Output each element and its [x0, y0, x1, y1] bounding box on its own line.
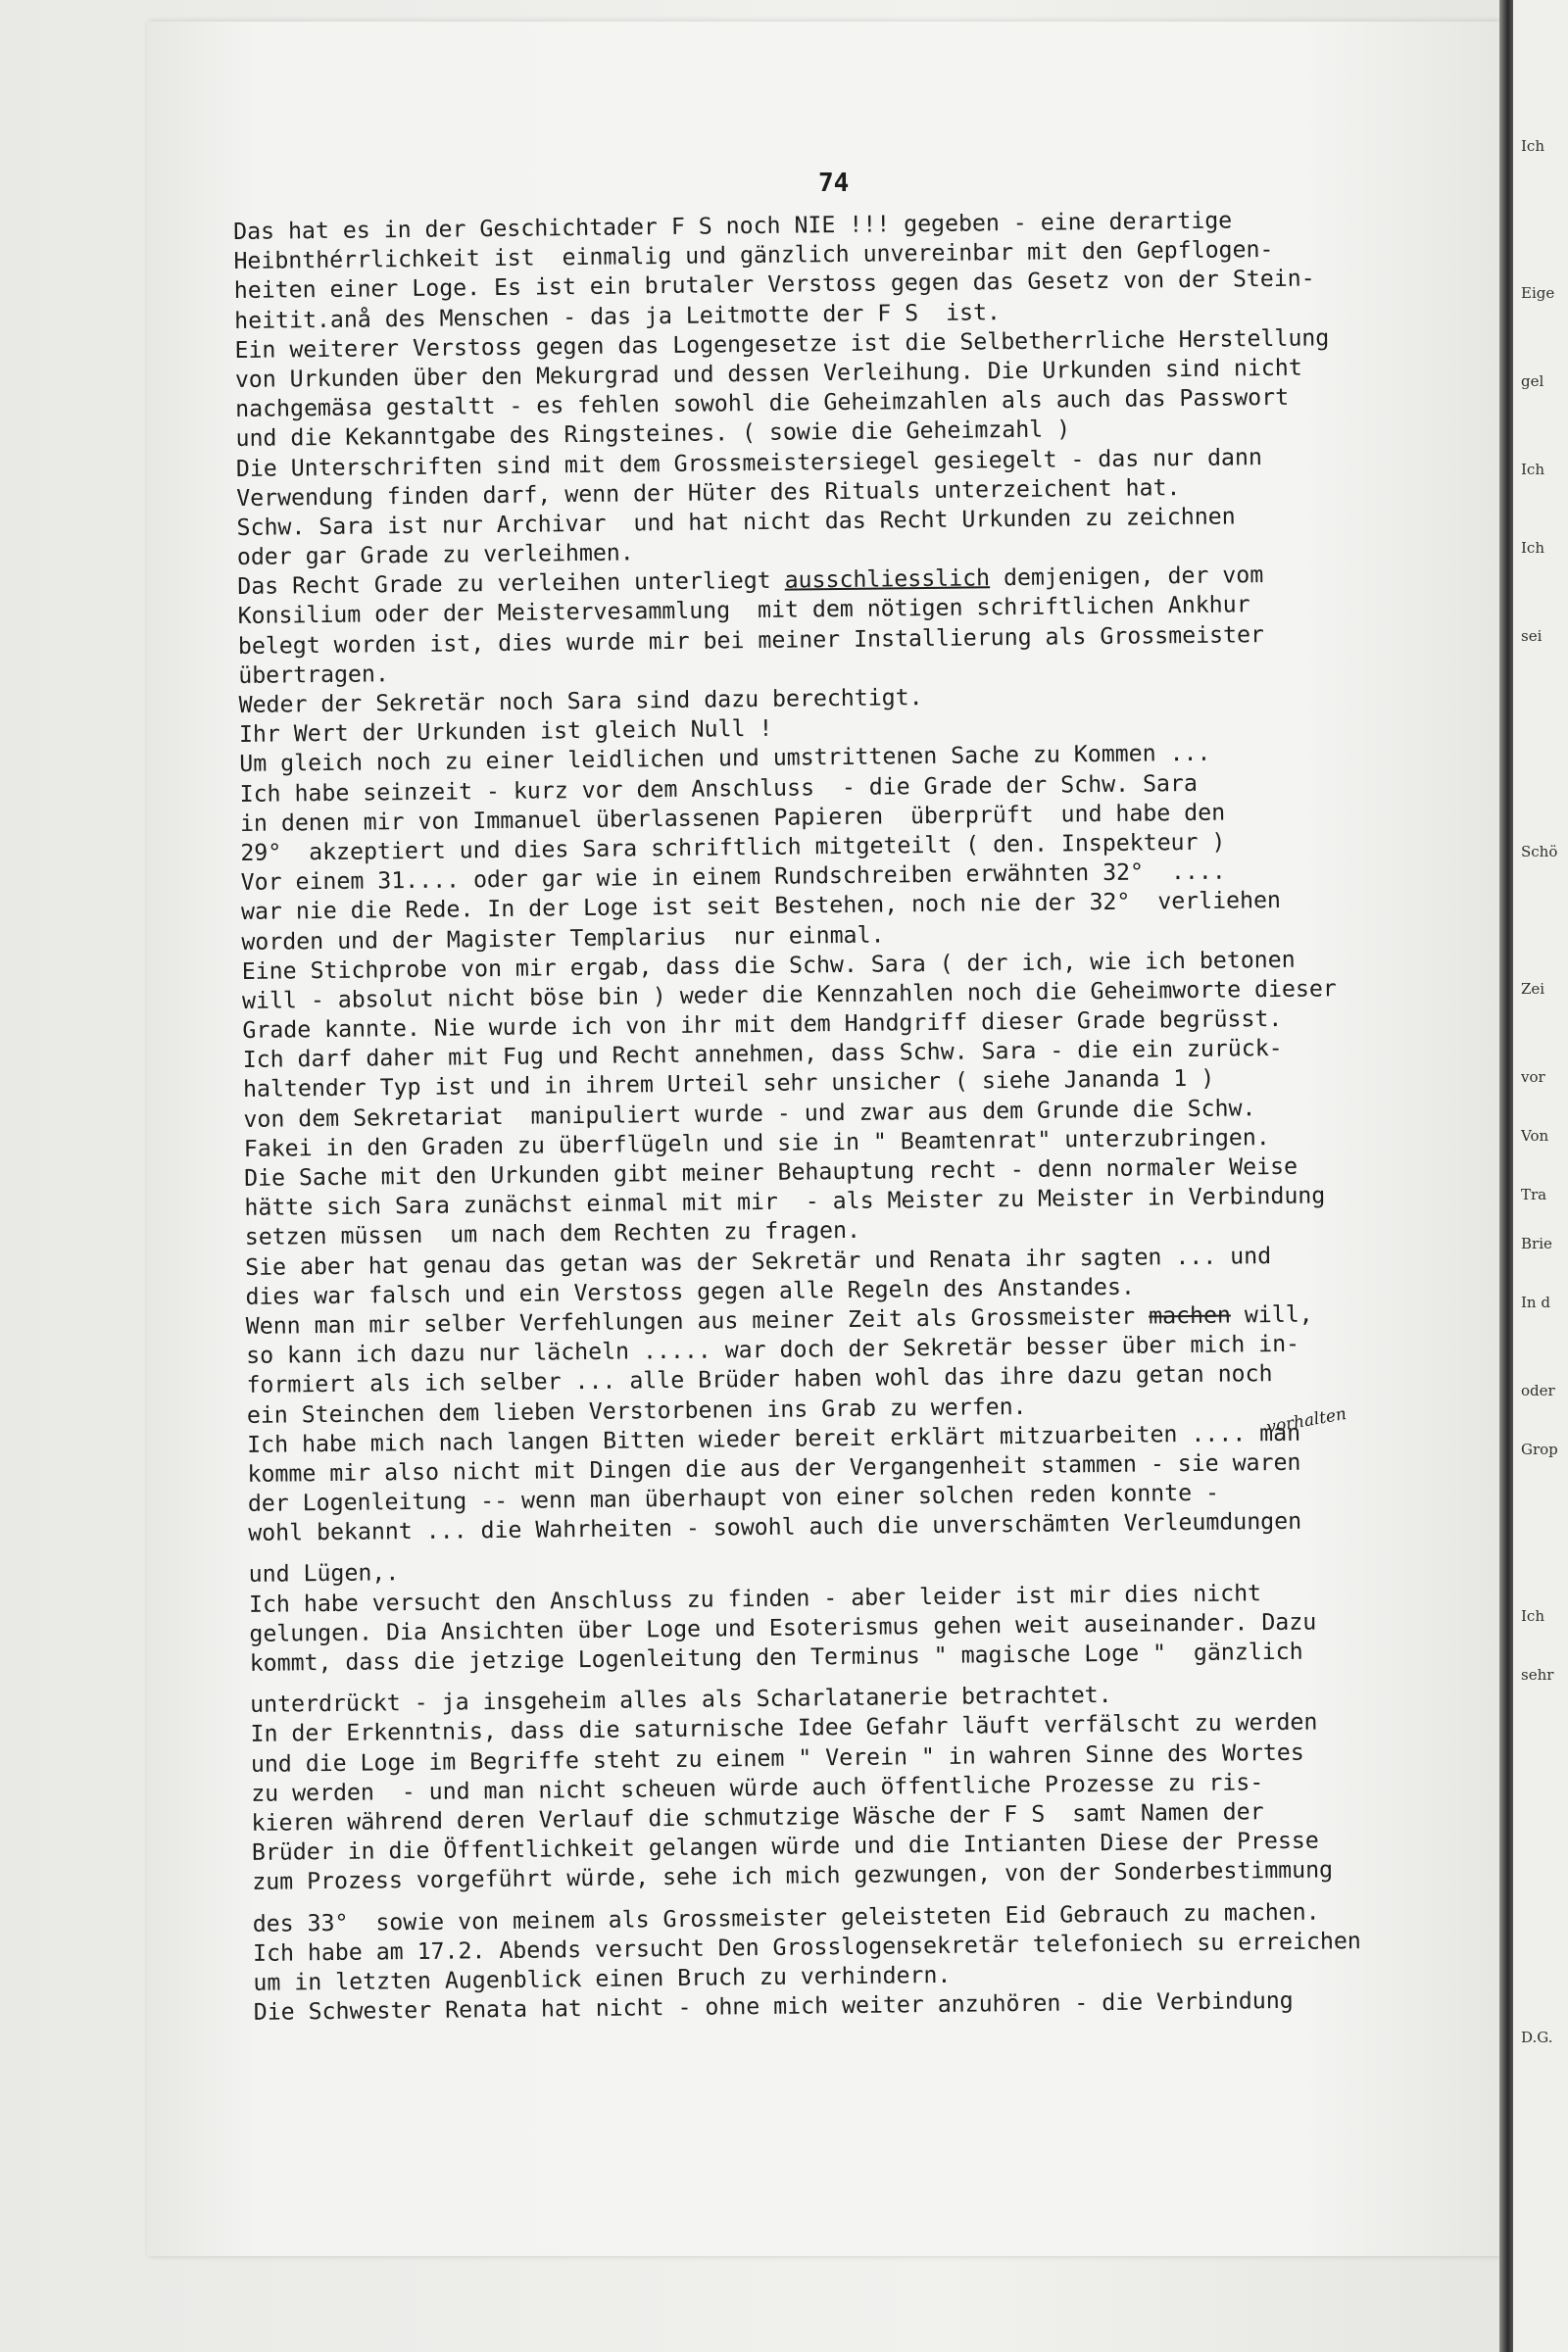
text-line-tail: demjenigen, der vom — [989, 562, 1264, 592]
text-line-content: unterdrückt - ja insgeheim alles als Scharlatanerie betrachtet. — [250, 1682, 1112, 1719]
facing-page-fragment: gel — [1521, 372, 1544, 390]
underlined-word: ausschliesslich — [784, 564, 991, 594]
text-line-content: Verwendung finden darf, wenn der Hüter des Rituals unterzeichent hat. — [236, 473, 1181, 512]
facing-page-fragment: sei — [1521, 627, 1543, 645]
text-line-content: war nie die Rede. In der Loge ist seit Bestehen, noch nie der 32° verliehen — [240, 887, 1282, 926]
text-line-content: nachgemäsa gestaltt - es fehlen sowohl die Geheimzahlen als auch das Passwort — [235, 383, 1290, 423]
text-line-content: Weder der Sekretär noch Sara sind dazu berechtigt. — [238, 684, 923, 718]
facing-page-fragment: Zei — [1521, 980, 1545, 998]
text-line-content: Ihr Wert der Urkunden ist gleich Null ! — [238, 714, 773, 749]
page-number: 74 — [818, 169, 850, 198]
text-line-content: formiert als ich selber ... alle Brüder haben wohl das ihre dazu getan noch — [246, 1360, 1273, 1399]
text-line-content: Brüder in die Öffentlichkeit gelangen würde und die Intianten Diese der Presse — [251, 1827, 1319, 1867]
text-line-content: Eine Stichprobe von mir ergab, dass die Schw. Sara ( der ich, wie ich betonen — [241, 946, 1296, 985]
text-line-content: worden und der Magister Templarius nur einmal. — [241, 921, 885, 956]
text-line-content: und die Kekanntgabe des Ringsteines. ( sowie die Geheimzahl ) — [235, 416, 1071, 453]
text-line-content: heiten einer Loge. Es ist ein brutaler Verstoss gegen das Gesetz von der Stein- — [233, 265, 1315, 305]
facing-page-edge — [1513, 0, 1568, 2352]
facing-page-fragment: sehr — [1521, 1666, 1554, 1684]
text-line-content: Sie aber hat genau das getan was der Sekretär und Renata ihr sagten ... und — [244, 1242, 1272, 1281]
text-line-content: Die Schwester Renata hat nicht - ohne mich weiter anzuhören - die Verbindung — [253, 1986, 1294, 2026]
text-line-content: In der Erkenntnis, dass die saturnische Idee Gefahr läuft verfälscht zu werden — [250, 1708, 1318, 1748]
facing-page-fragment: Schö — [1521, 843, 1558, 860]
text-line-content: Ich darf daher mit Fug und Recht annehmen, dass Schw. Sara - die ein zurück- — [242, 1035, 1283, 1074]
text-line-content: und Lügen,. — [248, 1559, 400, 1589]
facing-page-fragment: vor — [1521, 1068, 1545, 1086]
book-gutter — [1499, 0, 1513, 2352]
text-line-content: Das hat es in der Geschichtader F S noch NIE !!! gegeben - eine derartige — [233, 207, 1233, 245]
text-line-content: Die Unterschriften sind mit dem Grossmeistersiegel gesiegelt - das nur dann — [235, 443, 1263, 482]
struck-word: machen — [1148, 1301, 1232, 1330]
text-line-content: Schw. Sara ist nur Archivar und hat nicht das Recht Urkunden zu zeichnen — [236, 503, 1236, 541]
facing-page-fragment: oder — [1521, 1382, 1555, 1399]
text-line-content: und die Loge im Begriffe steht zu einem " Verein " in wahren Sinne des Wortes — [250, 1739, 1304, 1778]
text-line-content: heitit.anå des Menschen - das ja Leitmotte der F S ist. — [234, 298, 1002, 334]
text-line-content: kieren während deren Verlauf die schmutzige Wäsche der F S samt Namen der — [251, 1798, 1264, 1837]
facing-page-fragment: Eige — [1521, 284, 1555, 302]
text-line-content: dies war falsch und ein Verstoss gegen alle Regeln des Anstandes. — [245, 1273, 1135, 1310]
facing-page-fragment: Ich — [1521, 461, 1544, 478]
text-line-content: Ich habe am 17.2. Abends versucht Den Grosslogensekretär telefoniech su erreichen — [252, 1927, 1361, 1967]
text-line-content: von dem Sekretariat manipuliert wurde - und zwar aus dem Grunde die Schw. — [243, 1094, 1256, 1133]
handwritten-margin-note: vorhalten — [1264, 1404, 1348, 1438]
text-line-content: Das Recht Grade zu verleihen unterliegt — [237, 566, 785, 601]
text-line-content: Wenn man mir selber Verfehlungen aus meiner Zeit als Grossmeister — [245, 1302, 1150, 1340]
text-line-content: Heibnthérrlichkeit ist einmalig und gänzlich unvereinbar mit den Gepflogen- — [233, 236, 1274, 275]
text-line-content: belegt worden ist, dies wurde mir bei meiner Installierung als Grossmeister — [237, 620, 1265, 660]
text-line-content: kommt, dass die jetzige Logenleitung den Terminus " magische Loge " gänzlich — [249, 1638, 1303, 1677]
text-line-content: will - absolut nicht böse bin ) weder die Kennzahlen noch die Geheimworte dieser — [241, 975, 1337, 1014]
text-line-content: Grade kannte. Nie wurde ich von ihr mit dem Handgriff dieser Grade begrüsst. — [242, 1004, 1283, 1045]
facing-page-fragment: Ich — [1521, 539, 1544, 557]
text-line-content: in denen mir von Immanuel überlassenen Papieren überprüft und habe den — [239, 799, 1226, 837]
text-line-content: der Logenleitung -- wenn man überhaupt von einer solchen reden konnte - — [247, 1479, 1220, 1517]
text-line-content: setzen müssen um nach dem Rechten zu fragen. — [244, 1217, 861, 1251]
text-line-content: Ich habe mich nach langen Bitten wieder bereit erklärt mitzuarbeiten .... man — [247, 1419, 1301, 1458]
facing-page-fragment: Ich — [1521, 1607, 1544, 1625]
text-line-content: hätte sich Sara zunächst einmal mit mir - als Meister zu Meister in Verbindung — [244, 1182, 1326, 1222]
text-line-content: übertragen. — [238, 661, 390, 689]
text-line-content: Um gleich noch zu einer leidlichen und umstrittenen Sache zu Kommen ... — [239, 740, 1211, 778]
text-line-content: Ich habe seinzeit - kurz vor dem Anschluss - die Grade der Schw. Sara — [239, 769, 1198, 808]
text-line-content: um in letzten Augenblick einen Bruch zu verhindern. — [253, 1961, 952, 1996]
facing-page-fragment: In d — [1521, 1294, 1550, 1311]
facing-page-fragment: Grop — [1521, 1441, 1558, 1458]
text-line-content: haltender Typ ist und in ihrem Urteil sehr unsicher ( siehe Jananda 1 ) — [242, 1065, 1215, 1103]
text-line-content: Ein weiterer Verstoss gegen das Logengesetze ist die Selbetherrliche Herstellung — [234, 324, 1330, 364]
text-line-content: Konsilium oder der Meistervesammlung mit dem nötigen schriftlichen Ankhur — [237, 591, 1250, 630]
text-line-content: komme mir also nicht mit Dingen die aus der Vergangenheit stammen - sie waren — [247, 1448, 1301, 1488]
text-line-content: Ich habe versucht den Anschluss zu finden - aber leider ist mir dies nicht — [248, 1579, 1262, 1618]
text-line-content: zu werden - und man nicht scheuen würde auch öffentliche Prozesse zu ris- — [251, 1768, 1264, 1807]
text-line-tail: will, — [1230, 1300, 1313, 1329]
facing-page-fragment: Brie — [1521, 1235, 1552, 1252]
text-line-content: gelungen. Dia Ansichten über Loge und Esoterismus gehen weit auseinander. Dazu — [249, 1608, 1317, 1647]
facing-page-fragment: Von — [1521, 1127, 1549, 1145]
text-line-content: Fakei in den Graden zu überflügeln und sie in " Beamtenrat" unterzubringen. — [243, 1123, 1270, 1162]
facing-page-fragment: Tra — [1521, 1186, 1547, 1203]
text-line-content: oder gar Grade zu verleihmen. — [236, 539, 634, 571]
typewritten-text — [233, 203, 1518, 2028]
text-line-content: Vor einem 31.... oder gar wie in einem Rundschreiben erwähnten 32° .... — [240, 858, 1226, 897]
text-line-content: von Urkunden über den Mekurgrad und dessen Verleihung. Die Urkunden sind nicht — [234, 354, 1302, 393]
text-line-content: wohl bekannt ... die Wahrheiten - sowohl auch die unverschämten Verleumdungen — [248, 1507, 1302, 1547]
text-line-content: zum Prozess vorgeführt würde, sehe ich mich gezwungen, von der Sonderbestimmung — [252, 1856, 1334, 1896]
text-line-content: Die Sache mit den Urkunden gibt meiner Behauptung recht - denn normaler Weise — [243, 1152, 1298, 1192]
facing-page-fragment: Ich — [1521, 137, 1544, 155]
text-line-content: 29° akzeptiert und dies Sara schriftlich mitgeteilt ( den. Inspekteur ) — [240, 828, 1226, 866]
text-line-content: ein Steinchen dem lieben Verstorbenen ins Grab zu werfen. — [246, 1393, 1027, 1429]
text-line-content: des 33° sowie von meinem als Grossmeister geleisteten Eid Gebrauch zu machen. — [252, 1898, 1320, 1937]
facing-page-fragment: D.G. — [1521, 2029, 1553, 2046]
text-line-content: so kann ich dazu nur lächeln ..... war doch der Sekretär besser über mich in- — [246, 1330, 1300, 1370]
